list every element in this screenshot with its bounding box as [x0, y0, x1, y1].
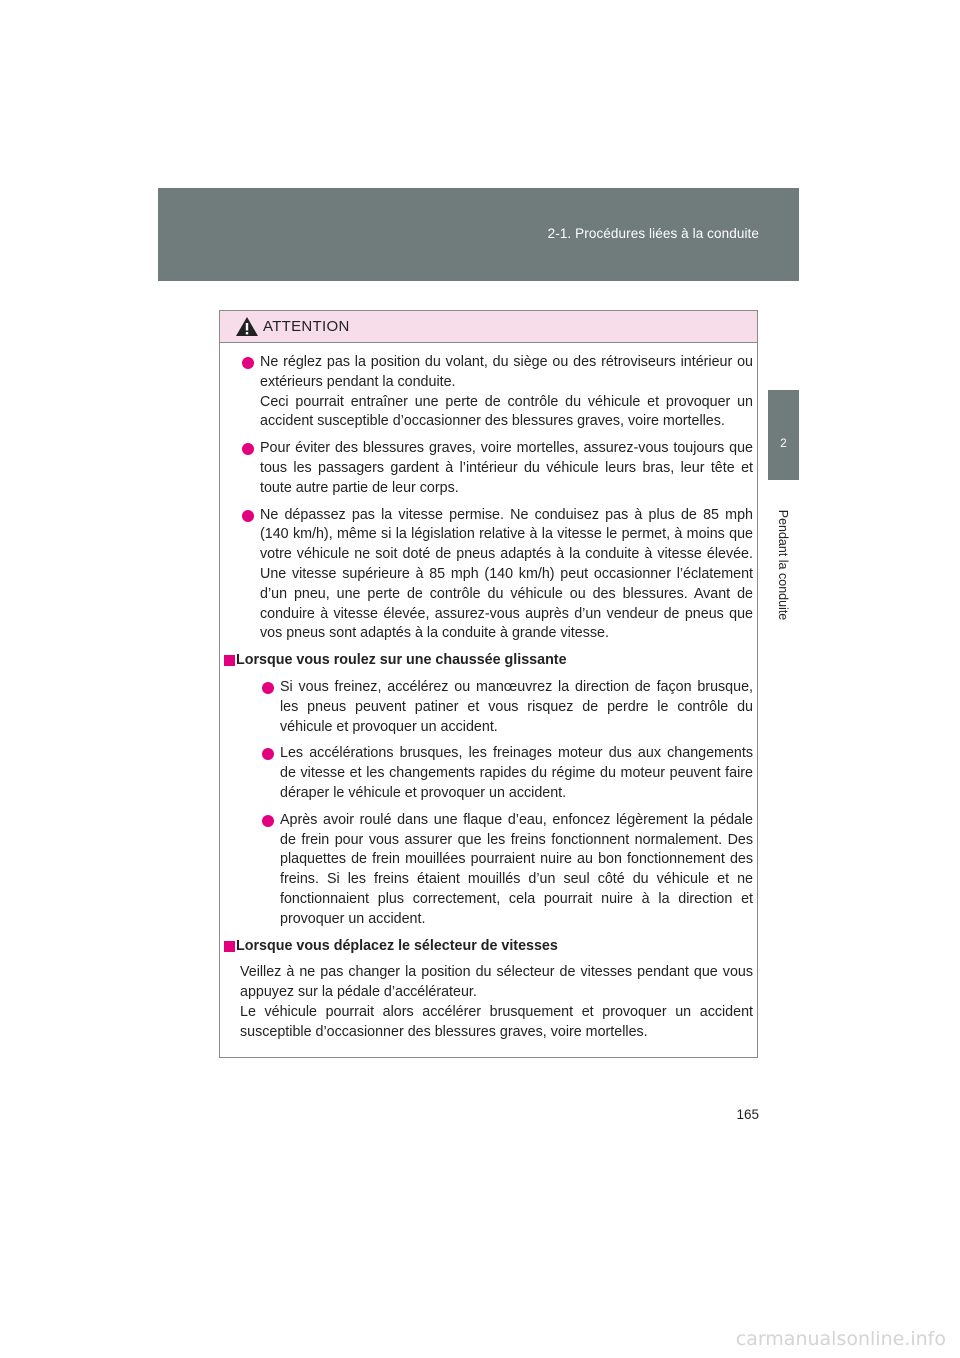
section-body: [240, 963, 753, 1042]
chapter-side-label: Pendant la conduite: [776, 509, 790, 621]
chapter-number: 2: [780, 436, 787, 450]
section-square-icon: [224, 941, 235, 952]
section-heading: [224, 937, 753, 957]
header-band: [158, 188, 799, 281]
section-body: [240, 678, 753, 930]
bullet-dot-icon: [262, 748, 274, 760]
bullet-text: Ceci pourrait entraîner une perte de contrôle du véhicule et provoquer un accident susceptible d’occasionner des blessures graves, voire mortelles.: [260, 393, 753, 430]
warning-icon: [235, 316, 259, 337]
bullet-dot-icon: [262, 682, 274, 694]
warning-title: ATTENTION: [263, 318, 350, 335]
list-item: [260, 744, 753, 803]
bullet-text: Les accélérations brusques, les freinages moteur dus aux changements de vitesse et les changements rapides du régime du moteur peuvent faire déraper le véhicule et provoquer un accident.: [280, 745, 753, 801]
list-item: [260, 678, 753, 737]
bullet-text: Après avoir roulé dans une flaque d’eau, enfoncez légèrement la pédale de frein pour vous assurer que les freins fonctionnent normalement. Des plaquettes de frein mouillées pourraient nuire au bon fonctionnement des freins. Si les freins étaient mouillés d’un seul côté du véhicule et ne fonctionnaient plus correctement, cela pourrait nuire à la direction et provoquer un accident.: [280, 811, 753, 927]
section-square-icon: [224, 655, 235, 666]
chapter-tab: [768, 390, 799, 480]
section-title: Lorsque vous déplacez le sélecteur de vitesses: [236, 937, 558, 954]
list-item: [240, 353, 753, 432]
list-item: [260, 811, 753, 930]
bullet-text: Ne dépassez pas la vitesse permise. Ne conduisez pas à plus de 85 mph (140 km/h), même si la législation relative à la vitesse le permet, à moins que votre véhicule ne soit doté de pneus adaptés à la conduite à vitesse élevée. Une vitesse supérieure à 85 mph (140 km/h) peut occasionner l’éclatement d’un pneu, une perte de contrôle du véhicule ou des blessures. Avant de conduire à vitesse élevée, assurez-vous auprès d’un vendeur de pneus que vos pneus sont adaptés à la conduite à grande vitesse.: [260, 506, 753, 642]
warning-header: [220, 311, 757, 343]
bullet-dot-icon: [242, 510, 254, 522]
bullet-text: Si vous freinez, accélérez ou manœuvrez la direction de façon brusque, les pneus peuvent patiner et vous risquez de perdre le contrôle du véhicule et provoquer un accident.: [280, 678, 753, 735]
chapter-title: 2-1. Procédures liées à la conduite: [547, 226, 759, 241]
list-item: [240, 439, 753, 498]
bullet-dot-icon: [262, 815, 274, 827]
section-heading: [224, 651, 753, 671]
paragraph: Veillez à ne pas changer la position du sélecteur de vitesses pendant que vous appuyez sur la pédale d’accélérateur.: [240, 964, 753, 1001]
bullet-dot-icon: [242, 443, 254, 455]
paragraph: Le véhicule pourrait alors accélérer brusquement et provoquer un accident susceptible d’occasionner des blessures graves, voire mortelles.: [240, 1003, 753, 1040]
page-number: 165: [736, 1107, 759, 1122]
warning-box: [219, 310, 758, 1058]
warning-content: [220, 343, 757, 1043]
bullet-text: Ne réglez pas la position du volant, du siège ou des rétroviseurs intérieur ou extérieurs pendant la conduite.: [260, 354, 753, 390]
bullet-text: Pour éviter des blessures graves, voire mortelles, assurez-vous toujours que tous les passagers gardent à l’intérieur du véhicule leurs bras, leur tête et toute autre partie de leur corps.: [260, 440, 753, 496]
list-item: [240, 506, 753, 645]
bullet-dot-icon: [242, 357, 254, 369]
watermark: carmanualsonline.info: [735, 1328, 946, 1350]
section-title: Lorsque vous roulez sur une chaussée glissante: [236, 652, 567, 669]
